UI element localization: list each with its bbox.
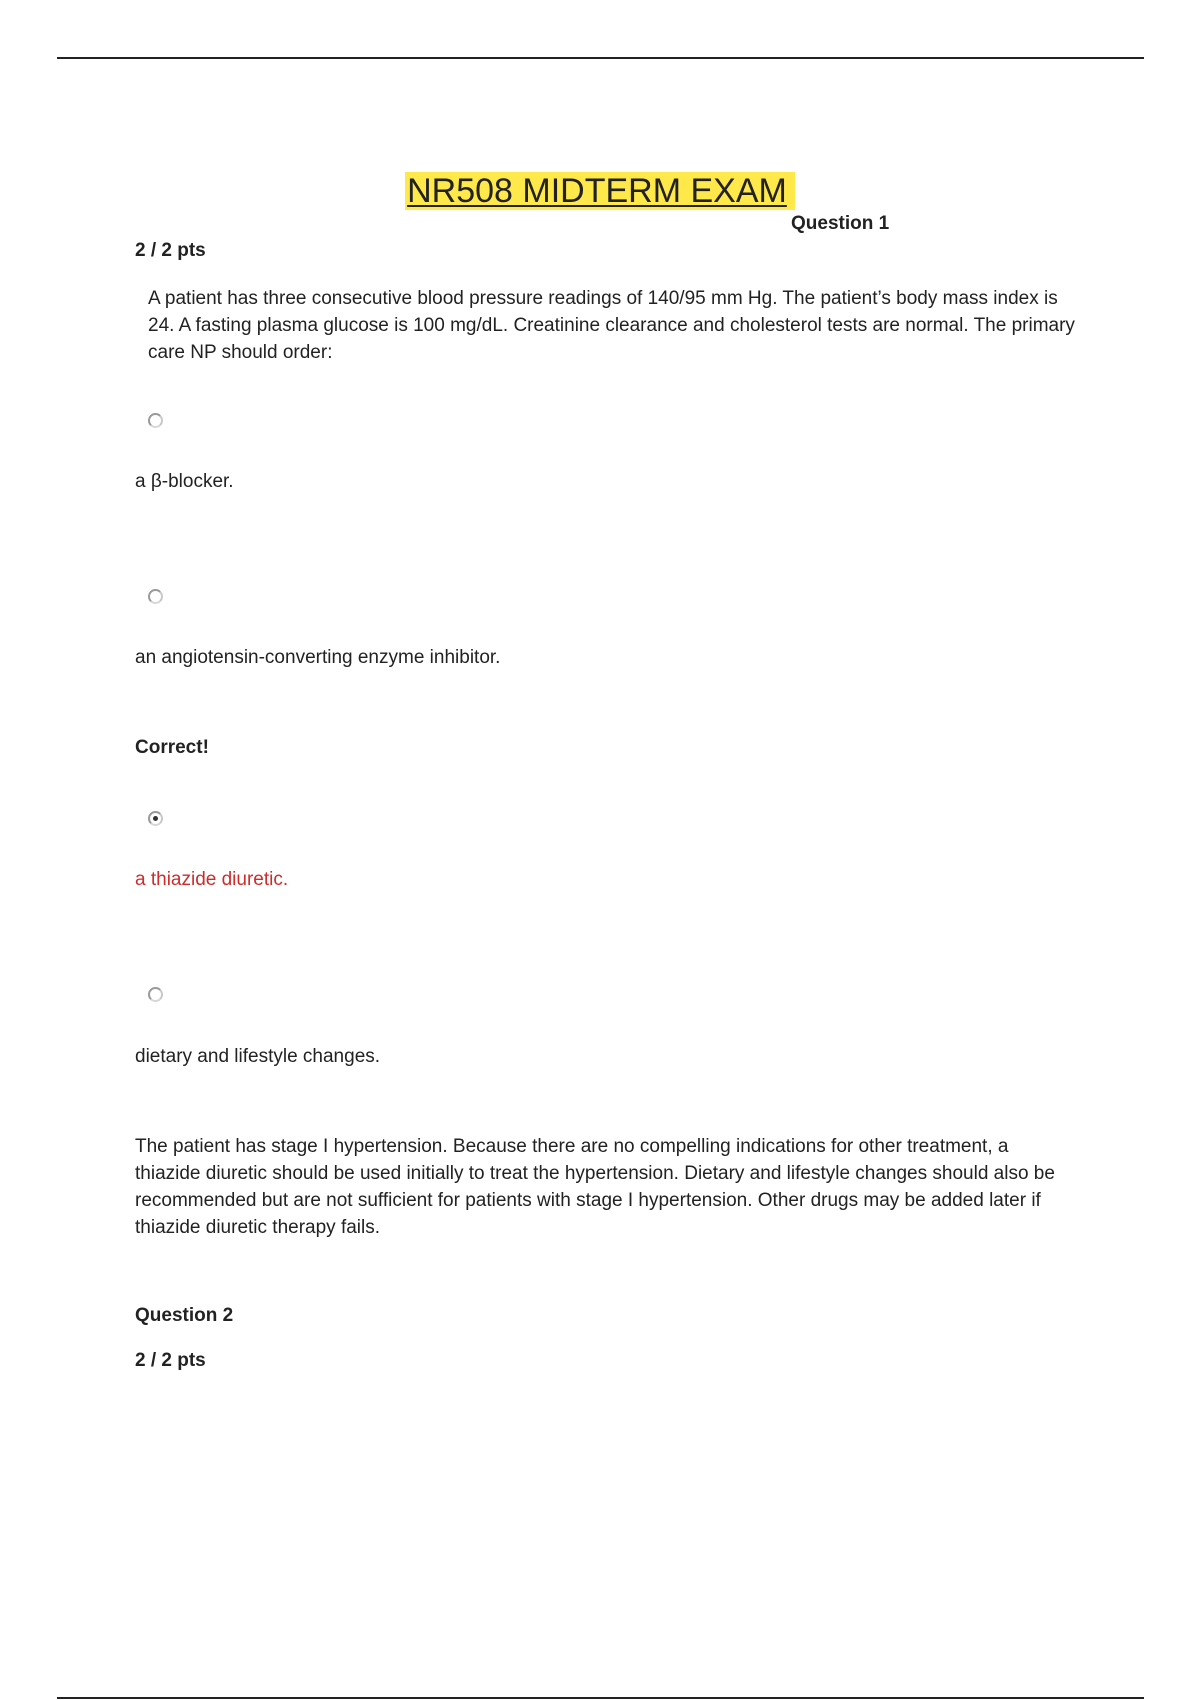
question-1-text: A patient has three consecutive blood pressure readings of 140/95 mm Hg. The patient’s body mass index is 24. A fasting plasma glucose is 100 mg/dL. Creatinine clearance and cholesterol tests are normal. The primary care NP should order:: [148, 288, 1075, 363]
option-3-radio-selected-icon[interactable]: [148, 811, 163, 826]
bottom-divider: [57, 1697, 1144, 1699]
top-divider: [57, 57, 1144, 59]
question-2-label: Question 2: [135, 1305, 234, 1326]
option-1-radio-icon[interactable]: [148, 413, 163, 428]
question-1-explanation: The patient has stage I hypertension. Because there are no compelling indications for other treatment, a thiazide diuretic should be used initially to treat the hypertension. Dietary and lifestyle changes should also be recommended but are not sufficient for patients with stage I hypertension. Other drugs may be added later if thiazide diuretic therapy fails.: [135, 1136, 1055, 1238]
option-4-radio-icon[interactable]: [148, 987, 163, 1002]
question-1-points: 2 / 2 pts: [135, 240, 206, 261]
option-2-radio-icon[interactable]: [148, 589, 163, 604]
exam-title-text: NR508 MIDTERM EXAM: [405, 172, 795, 210]
option-4-label: dietary and lifestyle changes.: [135, 1046, 381, 1067]
correct-indicator: Correct!: [135, 737, 209, 758]
question-1-label: Question 1: [791, 213, 890, 234]
exam-title: [0, 170, 1200, 212]
option-1-label: a β-blocker.: [135, 471, 234, 492]
question-2-points: 2 / 2 pts: [135, 1350, 206, 1371]
option-2-label: an angiotensin-converting enzyme inhibitor.: [135, 647, 501, 668]
option-3-label-correct: a thiazide diuretic.: [135, 869, 289, 890]
